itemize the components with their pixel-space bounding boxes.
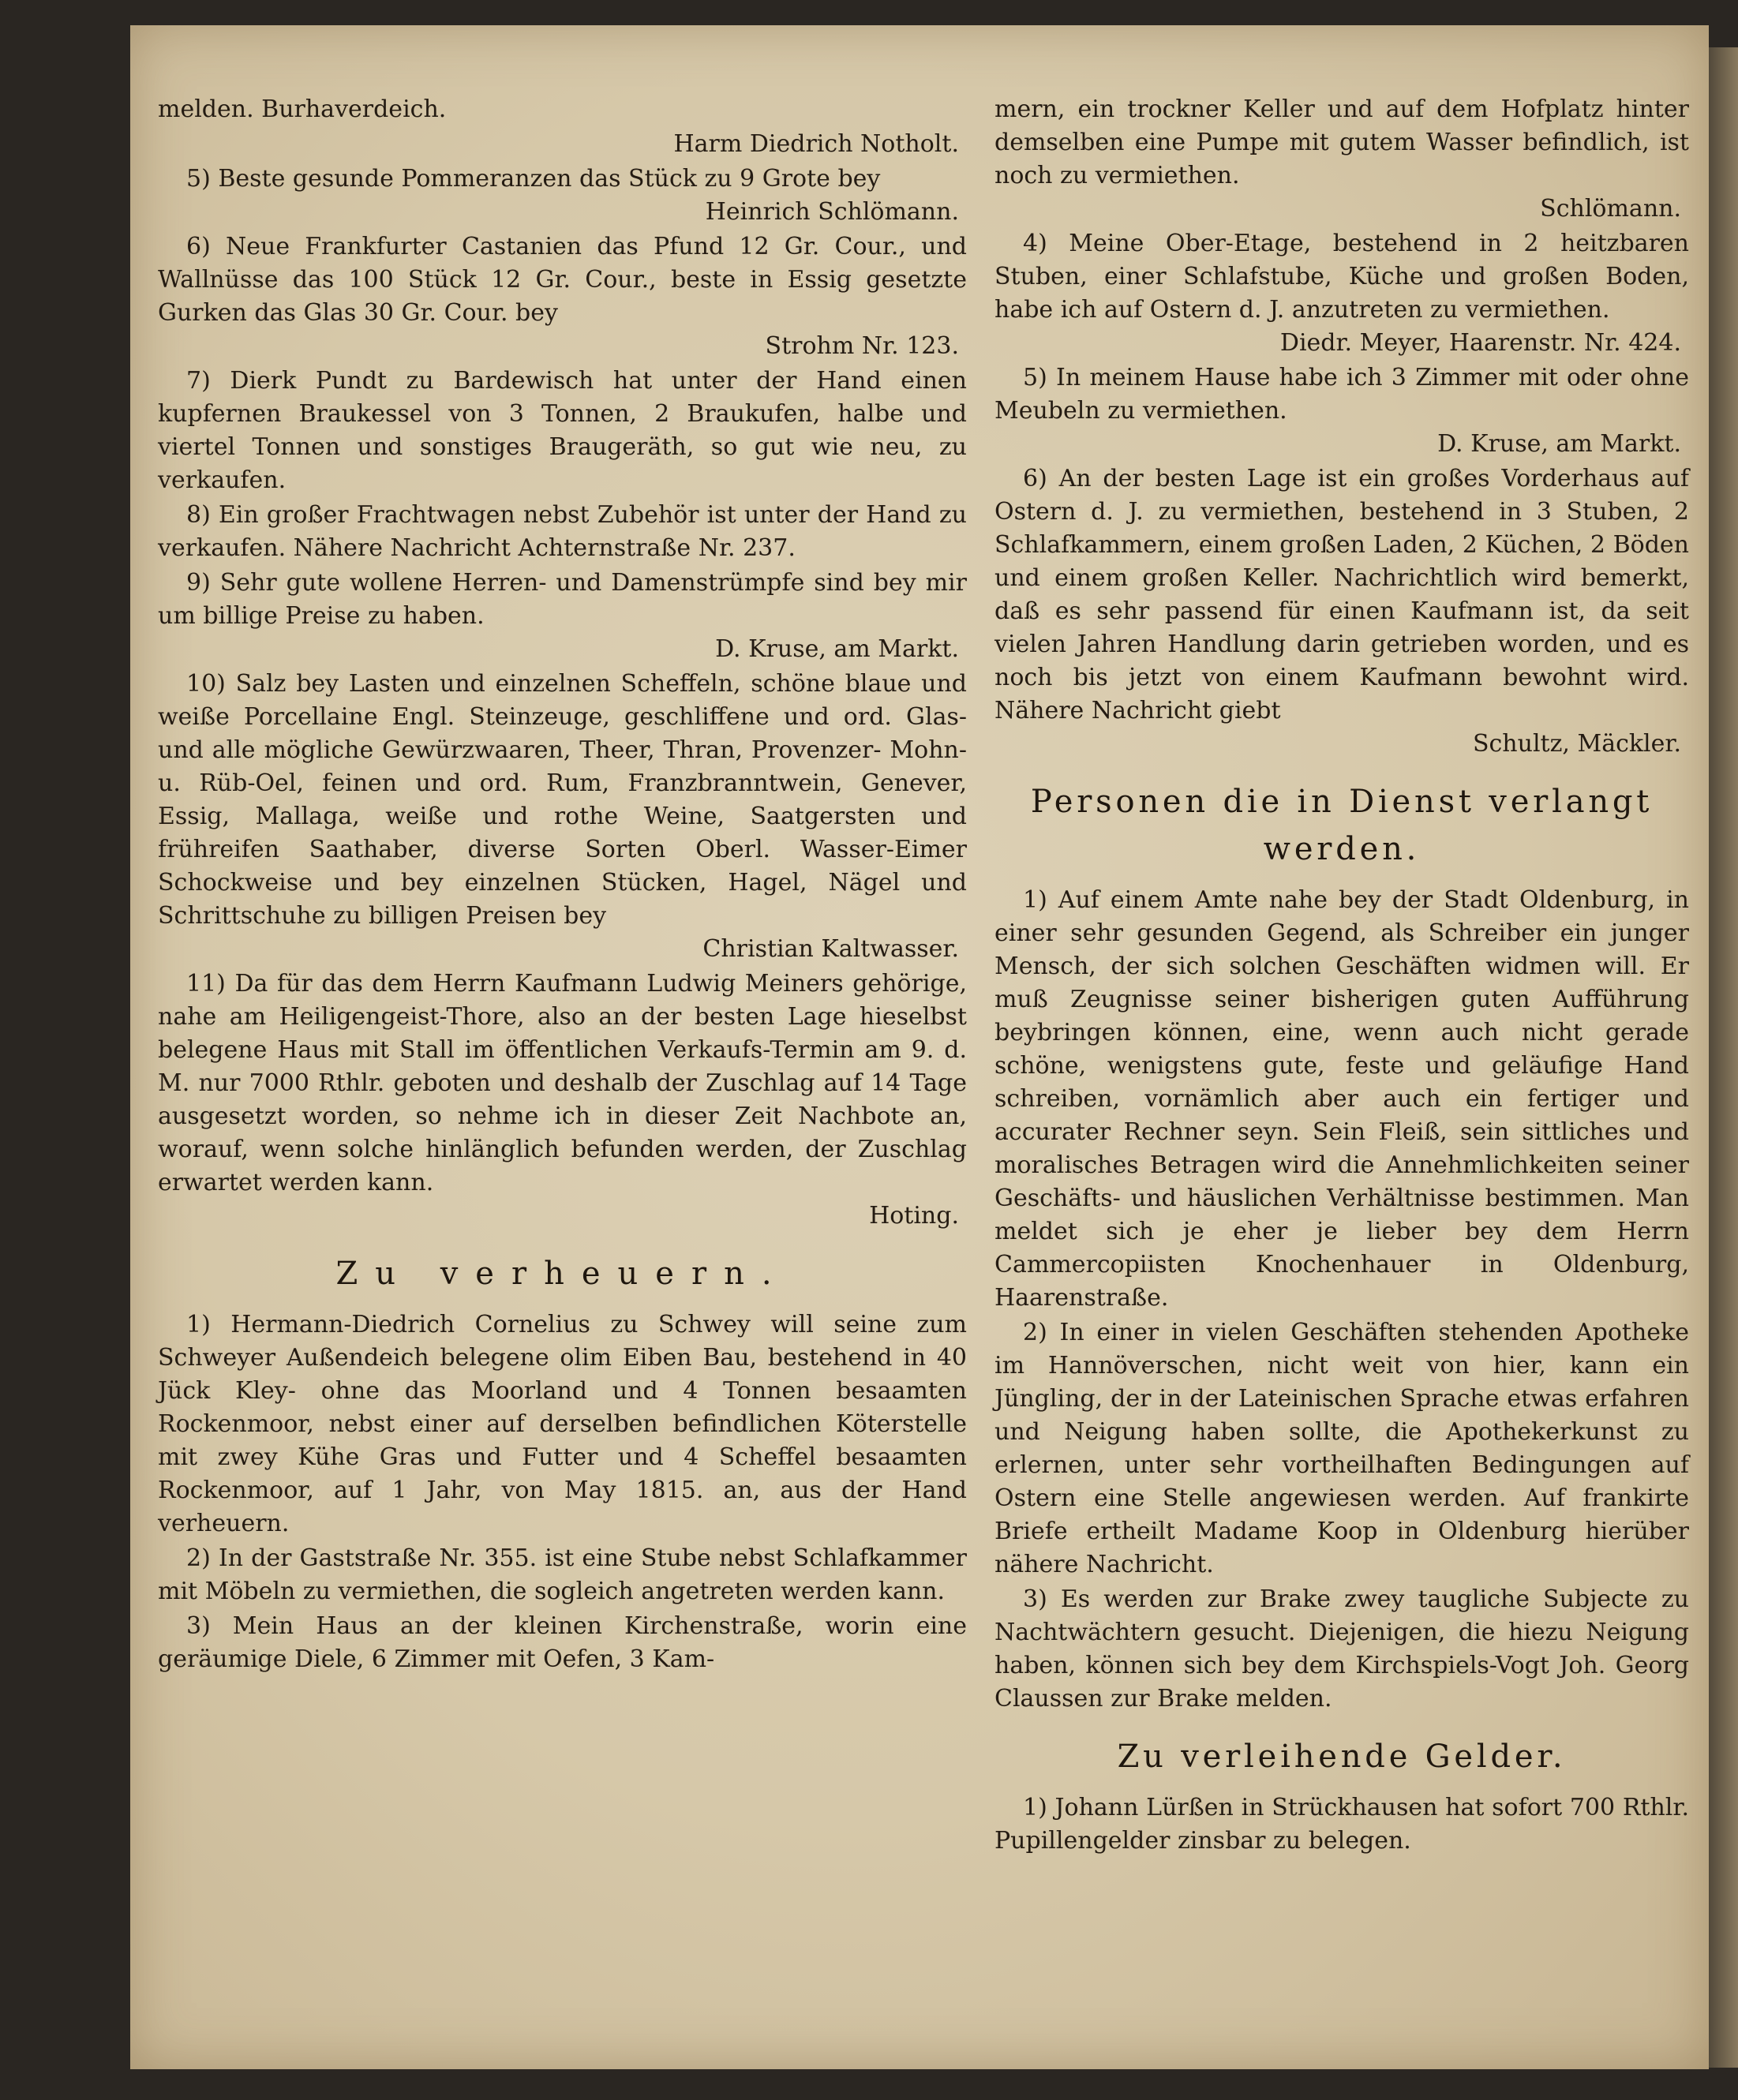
entry-text: 5) In meinem Hause habe ich 3 Zimmer mit oder ohne Meubeln zu vermiethen.	[994, 364, 1689, 425]
rent-entry-6	[994, 462, 1689, 761]
service-entry-2	[994, 1316, 1689, 1582]
entry-text: 10) Salz bey Lasten und einzelnen Scheffeln, schöne blaue und weiße Porcellaine Engl. Steinzeuge, geschliffene und ord. Glas- und alle mögliche Gewürzwaaren, Theer, Thran, Provenzer- Mohn- u. Rüb-Oel, feinen und ord. Rum, Franzbranntwein, Genever, Essig, Mallaga, weiße und rothe Weine, Saatgersten und frühreifen Saathaber, diverse Sorten Oberl. Wasser-Eimer Schockweise und bey einzelnen Stücken, Hagel, Nägel und Schrittschuhe zu billigen Preisen bey	[158, 670, 967, 930]
rent-entry-5	[994, 361, 1689, 461]
entry-11	[158, 968, 967, 1233]
entry-signature: D. Kruse, am Markt.	[1437, 430, 1681, 458]
left-column	[158, 93, 967, 1678]
entry-text: 9) Sehr gute wollene Herren- und Damenstrümpfe sind bey mir um billige Preise zu haben.	[158, 569, 967, 630]
entry-10	[158, 668, 967, 966]
money-entry-1	[994, 1791, 1689, 1858]
service-entry-1	[994, 884, 1689, 1315]
rent-entry-3	[158, 1610, 967, 1676]
entry-signature-only	[158, 128, 967, 161]
entry-text: 4) Meine Ober-Etage, bestehend in 2 heitzbaren Stuben, einer Schlafstube, Küche und großen Boden, habe ich auf Ostern d. J. anzutreten zu vermiethen.	[994, 230, 1689, 324]
entry-signature: Christian Kaltwasser.	[702, 935, 959, 963]
section-heading-zu-verheuern: Zu verheuern.	[335, 1256, 789, 1292]
entry-text: 1) Auf einem Amte nahe bey der Stadt Oldenburg, in einer sehr gesunden Gegend, als Schreiber ein junger Mensch, der sich solchen Geschäften widmen will. Er muß Zeugnisse seiner bisherigen guten Aufführung beybringen können, eine, wenn auch nicht gerade schöne, wenigstens gute, feste und geläufige Hand schreiben, vornämlich aber auch ein fertiger und accurater Rechner seyn. Sein Fleiß, sein sittliches und moralisches Betragen wird die Annehmlichkeiten seiner Geschäfts- und häuslichen Verhältnisse bestimmen. Man meldet sich je eher je lieber bey dem Herrn Cammercopiisten Knochenhauer in Oldenburg, Haarenstraße.	[994, 886, 1689, 1312]
rent-entry-1	[158, 1308, 967, 1540]
right-column	[994, 93, 1689, 1859]
entry-text: 5) Beste gesunde Pommeranzen das Stück zu 9 Grote bey	[186, 165, 881, 193]
entry-7	[158, 365, 967, 497]
entry-text: 6) Neue Frankfurter Castanien das Pfund 12 Gr. Cour., und Wallnüsse das 100 Stück 12 Gr. Cour., beste in Essig gesetzte Gurken das Glas 30 Gr. Cour. bey	[158, 233, 967, 327]
entry-signature: Strohm Nr. 123.	[765, 332, 959, 360]
entry-text: 2) In einer in vielen Geschäften stehenden Apotheke im Hannöverschen, nicht weit von hier, kann ein Jüngling, der in der Lateinischen Sprache etwas erfahren und Neigung haben sollte, die Apothekerkunst zu erlernen, unter sehr vortheilhaften Bedingungen auf Ostern eine Stelle angewiesen werden. Auf frankirte Briefe ertheilt Madame Koop in Oldenburg hierüber nähere Nachricht.	[994, 1319, 1689, 1578]
entry-text: 2) In der Gaststraße Nr. 355. ist eine Stube nebst Schlafkammer mit Möbeln zu vermiethen, die sogleich angetreten werden kann.	[158, 1544, 967, 1605]
entry-signature: D. Kruse, am Markt.	[715, 635, 959, 663]
section-heading-gelder: Zu verleihende Gelder.	[1117, 1739, 1567, 1775]
entry-text: 3) Mein Haus an der kleinen Kirchenstraße, worin eine geräumige Diele, 6 Zimmer mit Oefen, 3 Kam-	[158, 1612, 967, 1673]
rent-entry-2	[158, 1542, 967, 1608]
entry-text: 6) An der besten Lage ist ein großes Vorderhaus auf Ostern d. J. zu vermiethen, bestehend in 3 Stuben, 2 Schlafkammern, einem großen Laden, 2 Küchen, 2 Böden und einem großen Keller. Nachrichtlich wird bemerkt, daß es sehr passend für einen Kaufmann ist, da seit vielen Jahren Handlung darin getrieben worden, und es noch bis jetzt von einem Kaufmann bewohnt wird. Nähere Nachricht giebt	[994, 465, 1689, 724]
entry-text: 11) Da für das dem Herrn Kaufmann Ludwig Meiners gehörige, nahe am Heiligengeist-Thore, also an der besten Lage hieselbst belegene Haus mit Stall im öffentlichen Verkaufs-Termin am 9. d. M. nur 7000 Rthlr. geboten und deshalb der Zuschlag auf 14 Tage ausgesetzt worden, so nehme ich in dieser Zeit Nachbote an, worauf, wenn solche hinlänglich befunden werden, der Zuschlag erwartet werden kann.	[158, 970, 967, 1196]
service-entry-3	[994, 1583, 1689, 1716]
entry-text: mern, ein trockner Keller und auf dem Hofplatz hinter demselben eine Pumpe mit gutem Wasser befindlich, ist noch zu vermiethen.	[994, 95, 1689, 189]
entry-fragment	[158, 93, 967, 126]
entry-signature: Heinrich Schlömann.	[705, 198, 959, 226]
rent-entry-3-continued	[994, 93, 1689, 226]
entry-signature: Diedr. Meyer, Haarenstr. Nr. 424.	[1279, 329, 1681, 357]
section-heading-personen-dienst: Personen die in Dienst verlangt werden.	[1030, 784, 1654, 867]
entry-signature: Schultz, Mäckler.	[1472, 730, 1681, 758]
entry-text: 8) Ein großer Frachtwagen nebst Zubehör ist unter der Hand zu verkaufen. Nähere Nachricht Achternstraße Nr. 237.	[158, 501, 967, 562]
entry-8	[158, 499, 967, 565]
entry-5	[158, 163, 967, 229]
entry-text: 1) Hermann-Diedrich Cornelius zu Schwey will seine zum Schweyer Außendeich belegene olim Eiben Bau, bestehend in 40 Jück Kley- ohne das Moorland und 4 Tonnen besaamten Rockenmoor, nebst einer auf derselben befindlichen Köterstelle mit zwey Kühe Gras und Futter und 4 Scheffel besaamten Rockenmoor, auf 1 Jahr, von May 1815. an, aus der Hand verheuern.	[158, 1311, 967, 1537]
entry-text: 7) Dierk Pundt zu Bardewisch hat unter der Hand einen kupfernen Braukessel von 3 Tonnen, 2 Braukufen, halbe und viertel Tonnen und sonstiges Braugeräth, so gut wie neu, zu verkaufen.	[158, 367, 967, 494]
entry-signature: Hoting.	[869, 1202, 959, 1230]
entry-text: 1) Johann Lürßen in Strückhausen hat sofort 700 Rthlr. Pupillengelder zinsbar zu belegen.	[994, 1794, 1689, 1855]
entry-signature: Schlömann.	[1540, 195, 1681, 223]
entry-text: melden. Burhaverdeich.	[158, 95, 447, 123]
entry-signature: Harm Diedrich Notholt.	[673, 130, 959, 158]
entry-text: 3) Es werden zur Brake zwey taugliche Subjecte zu Nachtwächtern gesucht. Diejenigen, die hiezu Neigung haben, können sich bey dem Kirchspiels-Vogt Joh. Georg Claussen zur Brake melden.	[994, 1585, 1689, 1713]
rent-entry-4	[994, 227, 1689, 360]
entry-9	[158, 567, 967, 666]
entry-6	[158, 230, 967, 363]
